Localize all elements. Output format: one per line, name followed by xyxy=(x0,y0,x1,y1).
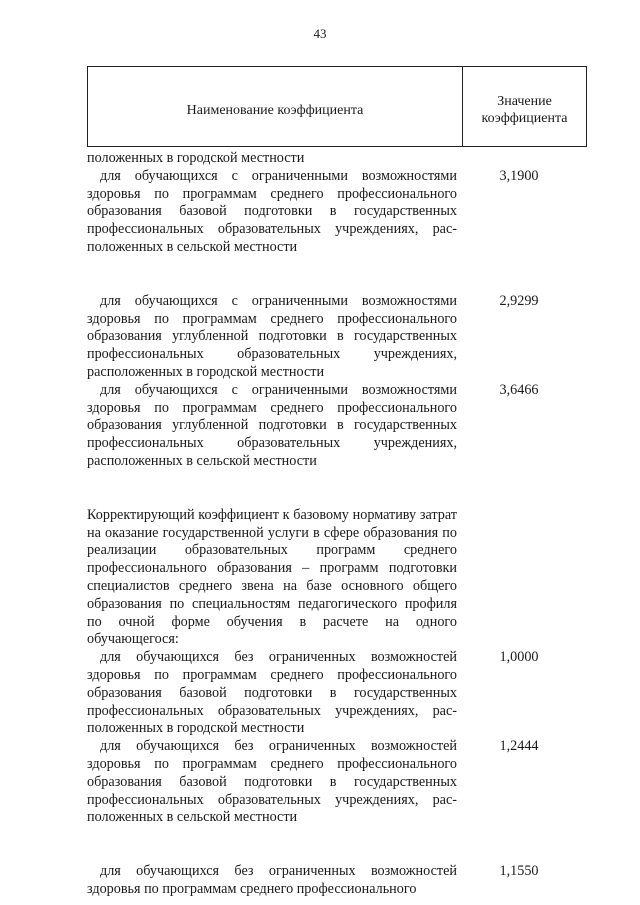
row-value: 2,9299 xyxy=(499,292,539,309)
section-heading: Корректирующий коэффициент к базовому нормативу затрат на оказание государственной услуги в сфере образования по реализации образовательных программ среднего профессионального образования – программ подготовки специалистов среднего звена на базе основного общего образования по специальностям педагогического профиля по очной форме обучения в расчете на одного обучающегося: xyxy=(87,506,457,648)
table-row xyxy=(87,863,587,899)
header-name-column: Наименование коэффициента xyxy=(88,67,463,146)
row-name: для обучающихся с ограниченными возможностями здоровья по программам среднего профессионального образования базовой подготовки в государственных профессиональных образовательных учреждениях, расположенных в сельской местности xyxy=(87,167,457,255)
table-row xyxy=(87,150,587,168)
table-row xyxy=(87,293,587,382)
header-value-column xyxy=(463,67,586,146)
table-row xyxy=(87,382,587,471)
header-value-line2: коэффициента xyxy=(481,110,568,126)
table-row xyxy=(87,168,587,257)
table-row xyxy=(87,507,587,649)
row-value: 3,1900 xyxy=(499,167,539,184)
row-name: для обучающихся без ограниченных возможностей здоровья по программам среднего профессионального xyxy=(87,863,457,897)
header-value-label xyxy=(482,93,568,127)
row-continuation-text: положенных в городской местности xyxy=(87,150,305,166)
row-value xyxy=(457,507,587,649)
row-value: 1,1550 xyxy=(499,863,539,880)
table-body xyxy=(87,150,587,899)
row-value: 3,6466 xyxy=(499,381,539,398)
table-row xyxy=(87,649,587,738)
page-number: 43 xyxy=(313,26,327,41)
row-name: для обучающихся без ограниченных возможностей здоровья по программам среднего профессионального образования базовой подготовки в государственных профессиональных образовательных учреждениях, расположенных в сельской местности xyxy=(87,738,457,826)
header-value-line1: Значение xyxy=(497,93,552,109)
row-name: для обучающихся без ограниченных возможностей здоровья по программам среднего профессионального образования базовой подготовки в государственных профессиональных образовательных учреждениях, расположенных в городской местности xyxy=(87,649,457,737)
row-name: для обучающихся с ограниченными возможностями здоровья по программам среднего профессионального образования углубленной подготовки в государственных профессиональных образовательных учреждениях, расположенных в городской местности xyxy=(87,292,457,380)
row-name: для обучающихся с ограниченными возможностями здоровья по программам среднего профессионального образования углубленной подготовки в государственных профессиональных образовательных учреждениях, расположенных в сельской местности xyxy=(87,381,457,469)
row-value xyxy=(457,150,587,168)
row-value: 1,2444 xyxy=(499,738,539,755)
row-value: 1,0000 xyxy=(499,649,539,666)
table-row xyxy=(87,738,587,827)
table-header xyxy=(87,66,587,147)
